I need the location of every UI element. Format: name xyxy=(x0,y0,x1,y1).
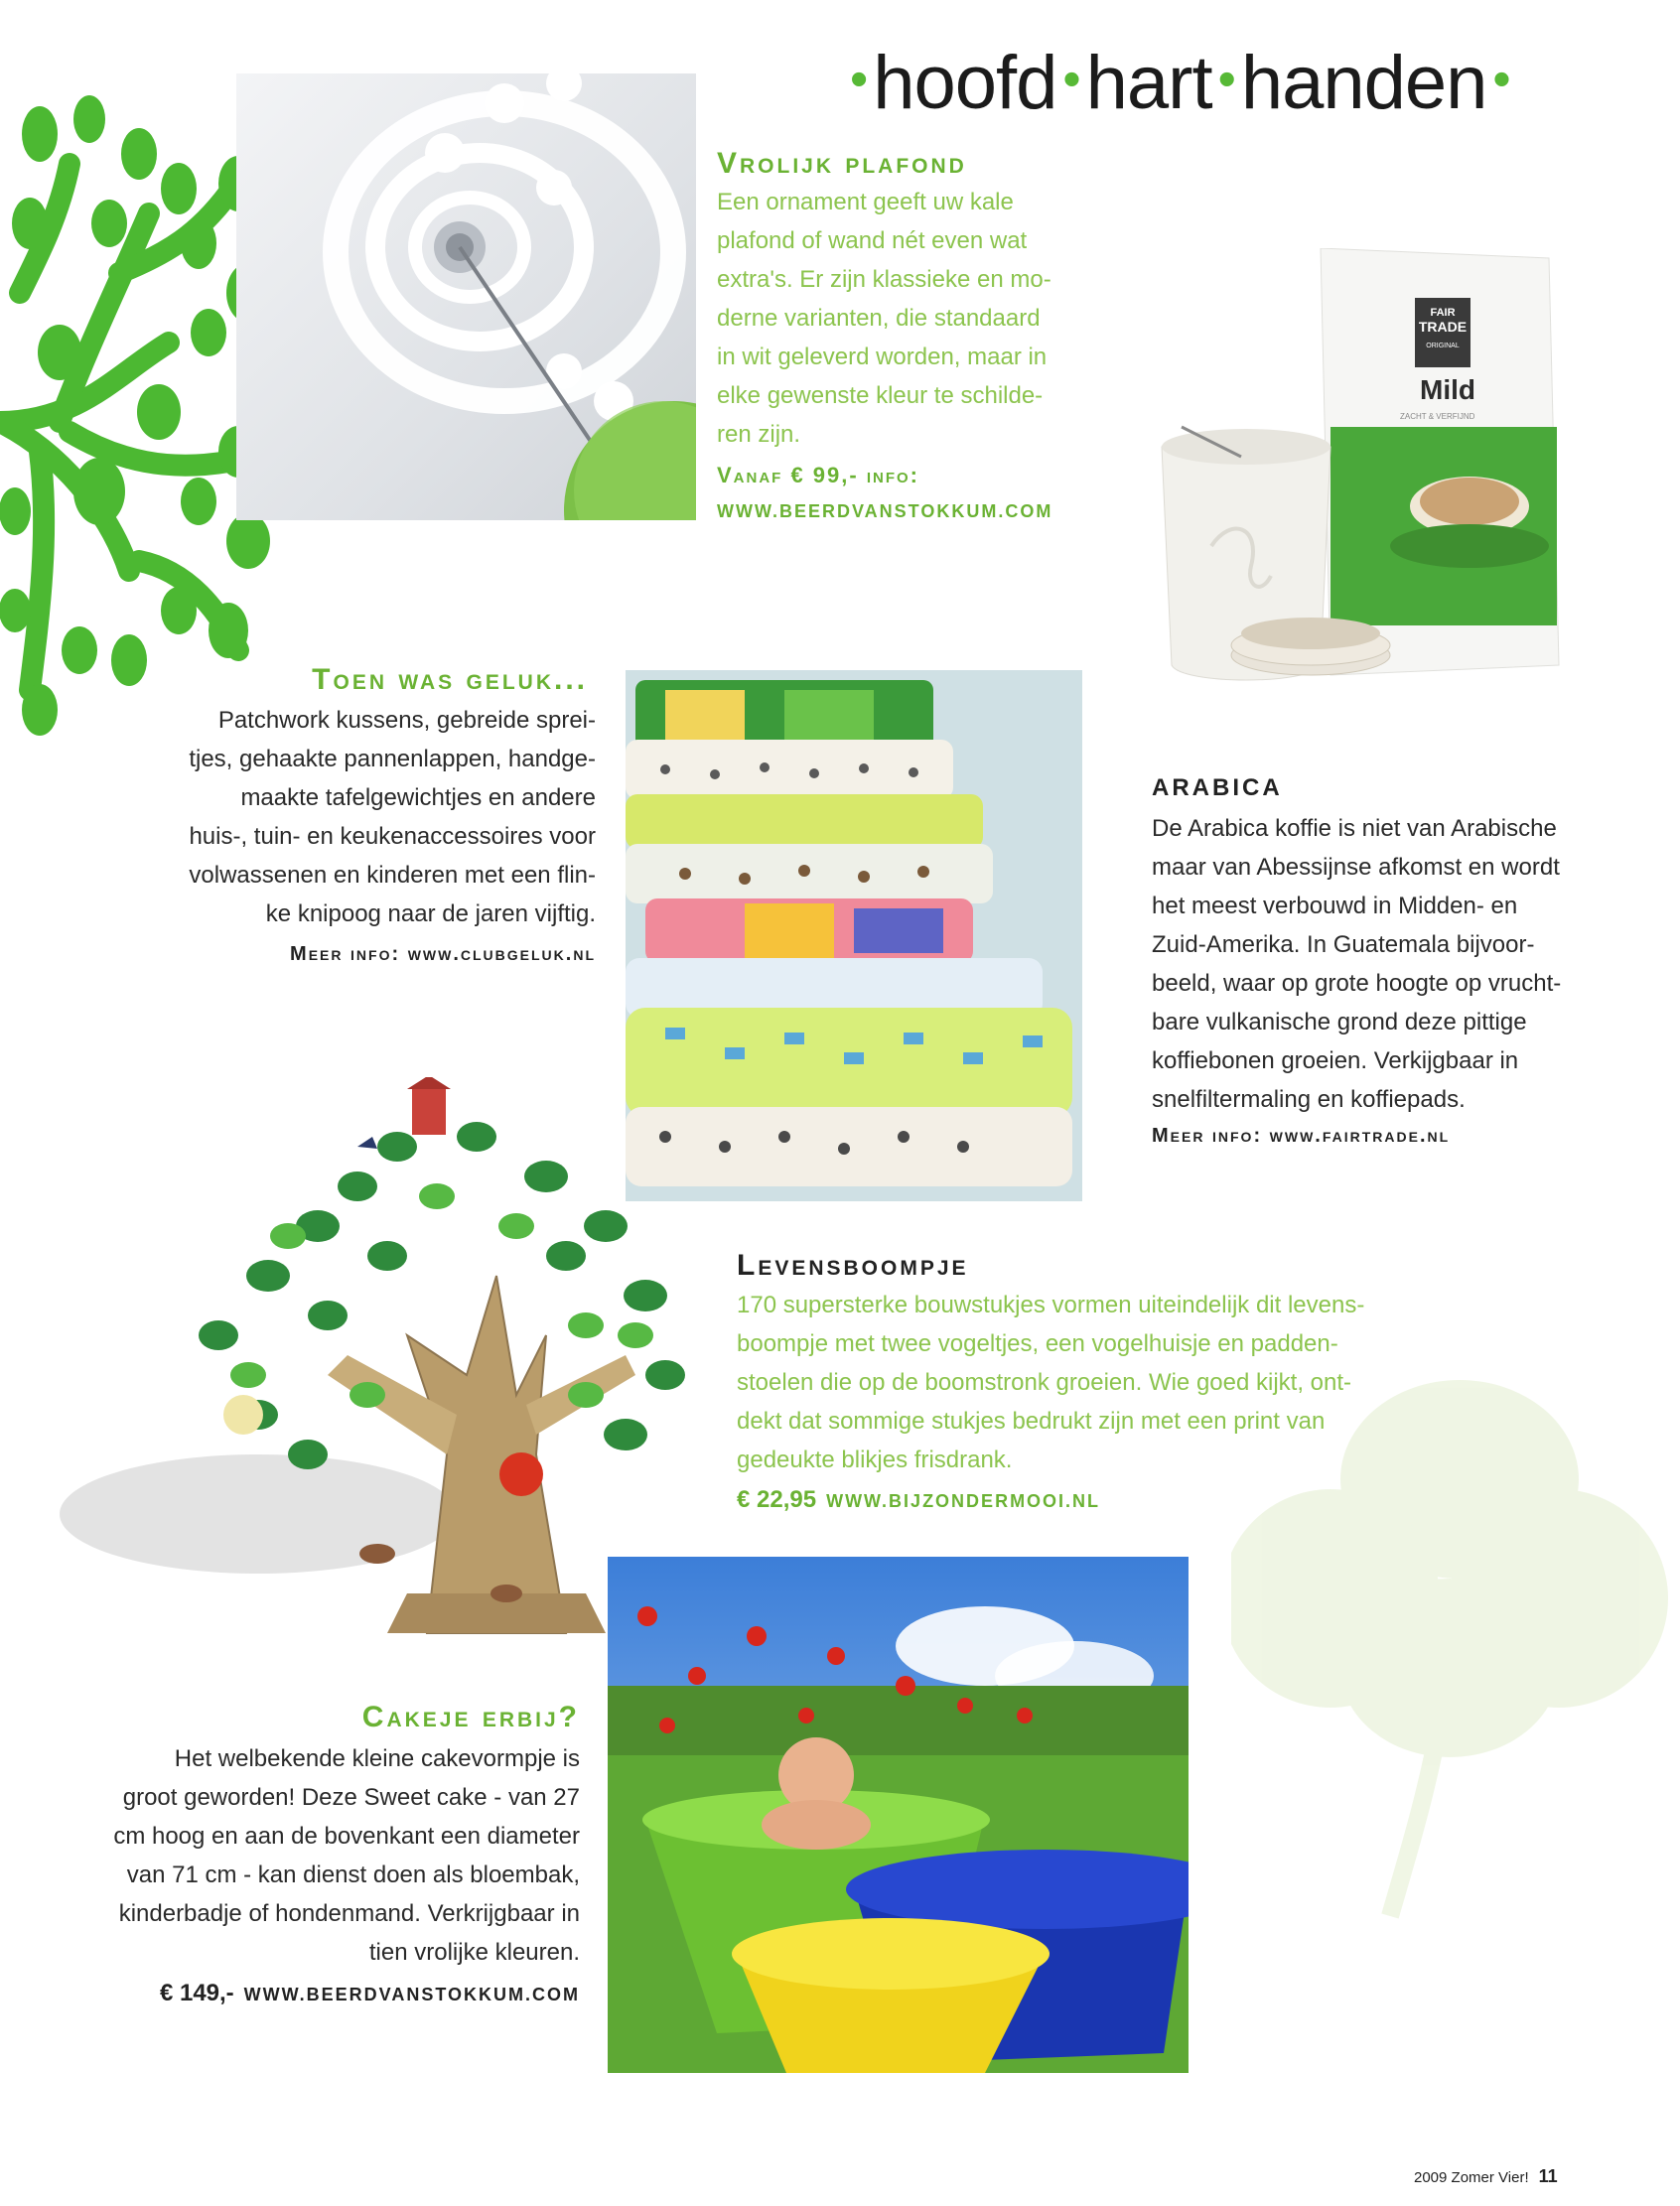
package-brand-line: ORIGINAL xyxy=(1426,343,1460,349)
body-line: ren zijn. xyxy=(717,421,801,448)
header-word-hoofd: hoofd xyxy=(873,41,1057,125)
body-line: kinderbadje of hondenmand. Verkrijgbaar in xyxy=(118,1900,580,1927)
page-number: 11 xyxy=(1538,2166,1558,2186)
coffee-photo xyxy=(1152,248,1569,715)
body-line: Zuid-Amerika. In Guatemala bijvoor- xyxy=(1152,931,1535,958)
header-word-handen: handen xyxy=(1240,41,1487,125)
info-geluk: Meer info: www.clubgeluk.nl xyxy=(290,943,596,965)
url-cakeje: WWW.BEERDVANSTOKKUM.COM xyxy=(243,1985,580,2004)
body-line: van 71 cm - kan dienst doen als bloembak, xyxy=(126,1861,580,1888)
article-title-levensboompje: Levensboompje xyxy=(737,1249,969,1282)
price-info-plafond: Vanaf € 99,- info: xyxy=(717,463,919,487)
bullet-dot: • xyxy=(850,51,868,108)
article-body-cakeje xyxy=(60,1739,580,1972)
body-line: maar van Abessijnse afkomst en wordt xyxy=(1152,854,1560,881)
body-line: Het welbekende kleine cakevormpje is xyxy=(174,1745,580,1772)
body-line: cm hoog en aan de bovenkant een diameter xyxy=(113,1823,580,1850)
bullet-dot: • xyxy=(1062,51,1080,108)
article-title-geluk: Toen was geluk... xyxy=(312,663,588,696)
body-line: groot geworden! Deze Sweet cake - van 27 xyxy=(122,1784,580,1811)
body-line: De Arabica koffie is niet van Arabische xyxy=(1152,815,1557,842)
body-line: stoelen die op de boomstronk groeien. Wie goed kijkt, ont- xyxy=(737,1369,1352,1396)
body-line: koffiebonen groeien. Verkijgbaar in xyxy=(1152,1047,1519,1074)
info-arabica: Meer info: www.fairtrade.nl xyxy=(1152,1125,1451,1147)
package-name: Mild xyxy=(1420,374,1475,405)
article-body-arabica xyxy=(1152,809,1648,1119)
body-line: huis-, tuin- en keukenaccessoires voor xyxy=(189,823,596,850)
package-subtitle: ZACHT & VERFIJND xyxy=(1400,412,1475,421)
article-title-plafond: Vrolijk plafond xyxy=(717,147,967,180)
url-plafond: WWW.BEERDVANSTOKKUM.COM xyxy=(717,501,1053,521)
body-line: gedeukte blikjes frisdrank. xyxy=(737,1447,1013,1473)
body-line: beeld, waar op grote hoogte op vrucht- xyxy=(1152,970,1562,997)
body-line: elke gewenste kleur te schilde- xyxy=(717,382,1044,409)
package-brand-line: FAIR xyxy=(1430,307,1456,319)
article-body-levensboompje xyxy=(737,1286,1531,1479)
price-info-levensboompje xyxy=(737,1486,1100,1514)
bullet-dot: • xyxy=(1217,51,1235,108)
body-line: in wit geleverd worden, maar in xyxy=(717,344,1048,370)
page-footer xyxy=(1414,2166,1558,2187)
body-line: maakte tafelgewichtjes en andere xyxy=(240,784,596,811)
body-line: volwassenen en kinderen met een flin- xyxy=(189,862,596,889)
body-line: plafond of wand nét even wat xyxy=(717,227,1028,254)
article-body-plafond xyxy=(717,183,1114,454)
price-info-cakeje xyxy=(139,1980,580,2007)
section-header xyxy=(844,40,1516,126)
header-word-hart: hart xyxy=(1085,41,1212,125)
price-cakeje: € 149,- xyxy=(159,1980,234,2006)
body-line: ke knipoog naar de jaren vijftig. xyxy=(265,900,596,927)
body-line: boompje met twee vogeltjes, een vogelhuisje en padden- xyxy=(737,1330,1338,1357)
body-line: tjes, gehaakte pannenlappen, handge- xyxy=(189,746,596,772)
body-line: extra's. Er zijn klassieke en mo- xyxy=(717,266,1051,293)
ceiling-ornament-photo xyxy=(236,73,696,520)
body-line: Een ornament geeft uw kale xyxy=(717,189,1014,215)
body-line: Patchwork kussens, gebreide sprei- xyxy=(217,707,596,734)
article-title-cakeje: Cakeje erbij? xyxy=(361,1701,580,1733)
article-title-arabica: ARABICA xyxy=(1152,774,1283,801)
footer-issue: 2009 Zomer Vier! xyxy=(1414,2169,1529,2186)
body-line: derne varianten, die standaard xyxy=(717,305,1041,332)
body-line: dekt dat sommige stukjes bedrukt zijn met een print van xyxy=(737,1408,1326,1435)
body-line: 170 supersterke bouwstukjes vormen uiteindelijk dit levens- xyxy=(737,1292,1365,1318)
price-levensboompje: € 22,95 xyxy=(737,1486,817,1513)
package-brand-line: TRADE xyxy=(1418,319,1468,335)
cake-mould-photo xyxy=(608,1557,1189,2073)
body-line: tien vrolijke kleuren. xyxy=(368,1939,580,1966)
url-levensboompje: WWW.BIJZONDERMOOI.NL xyxy=(826,1491,1101,1511)
article-body-geluk xyxy=(89,701,596,933)
bullet-dot: • xyxy=(1492,51,1510,108)
body-line: snelfiltermaling en koffiepads. xyxy=(1152,1086,1466,1113)
body-line: bare vulkanische grond deze pittige xyxy=(1152,1009,1527,1035)
body-line: het meest verbouwd in Midden- en xyxy=(1152,893,1518,919)
